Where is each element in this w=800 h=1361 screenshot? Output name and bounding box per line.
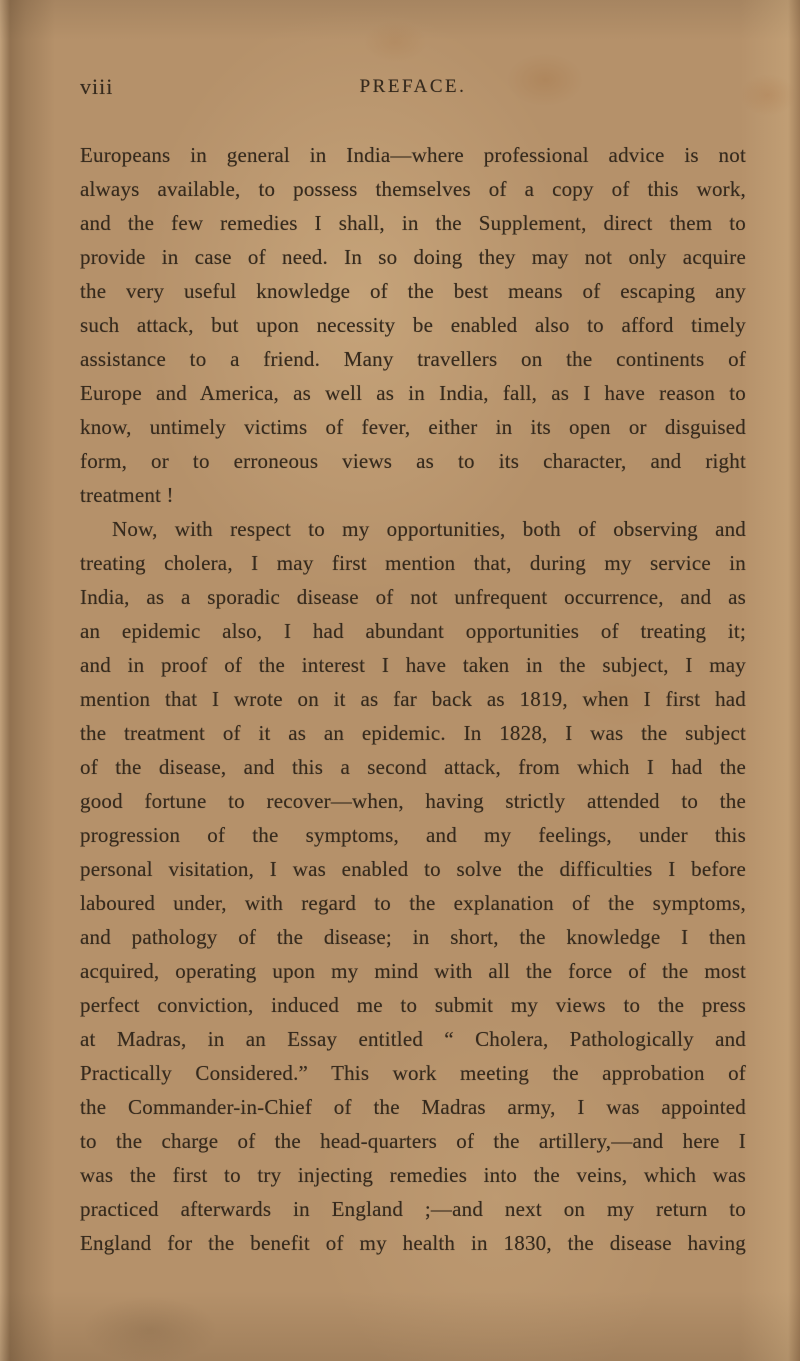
text-line: such attack, but upon necessity be enabled also to afford timely xyxy=(80,313,746,337)
text-line: of the disease, and this a second attack, from which I had the xyxy=(80,755,746,779)
text-line: practiced afterwards in England ;—and next on my return to xyxy=(80,1197,746,1221)
text-line: an epidemic also, I had abundant opportunities of treating it; xyxy=(80,619,746,643)
text-line: to the charge of the head-quarters of the artillery,—and here I xyxy=(80,1129,746,1153)
text-line: perfect conviction, induced me to submit my views to the press xyxy=(80,993,746,1017)
text-line: England for the benefit of my health in 1830, the disease having xyxy=(80,1231,746,1255)
text-line: Practically Considered.” This work meeting the approbation of xyxy=(80,1061,746,1085)
text-line: mention that I wrote on it as far back as 1819, when I first had xyxy=(80,687,746,711)
text-line: Europeans in general in India—where professional advice is not xyxy=(80,143,746,167)
page-number: viii xyxy=(80,74,114,99)
text-line: and the few remedies I shall, in the Supplement, direct them to xyxy=(80,211,746,235)
running-title: PREFACE. xyxy=(359,76,467,97)
text-line: form, or to erroneous views as to its character, and right xyxy=(80,449,746,473)
text-line: treatment ! xyxy=(80,483,174,507)
text-line: the very useful knowledge of the best means of escaping any xyxy=(80,279,746,303)
body-text xyxy=(80,138,746,1260)
text-line: always available, to possess themselves of a copy of this work, xyxy=(80,177,746,201)
text-line: know, untimely victims of fever, either in its open or disguised xyxy=(80,415,746,439)
text-line: India, as a sporadic disease of not unfrequent occurrence, and as xyxy=(80,585,746,609)
text-line: acquired, operating upon my mind with all the force of the most xyxy=(80,959,746,983)
page-header xyxy=(80,74,746,102)
text-line: personal visitation, I was enabled to solve the difficulties I before xyxy=(80,857,746,881)
text-line: was the first to try injecting remedies into the veins, which was xyxy=(80,1163,746,1187)
text-line: assistance to a friend. Many travellers on the continents of xyxy=(80,347,746,371)
text-line: Now, with respect to my opportunities, both of observing and xyxy=(112,517,746,541)
text-line: and pathology of the disease; in short, the knowledge I then xyxy=(80,925,746,949)
text-line: progression of the symptoms, and my feelings, under this xyxy=(80,823,746,847)
text-line: laboured under, with regard to the explanation of the symptoms, xyxy=(80,891,746,915)
text-line: the treatment of it as an epidemic. In 1828, I was the subject xyxy=(80,721,746,745)
text-line: at Madras, in an Essay entitled “ Cholera, Pathologically and xyxy=(80,1027,746,1051)
text-line: provide in case of need. In so doing they may not only acquire xyxy=(80,245,746,269)
text-line: good fortune to recover—when, having strictly attended to the xyxy=(80,789,746,813)
text-line: and in proof of the interest I have taken in the subject, I may xyxy=(80,653,746,677)
text-line: treating cholera, I may first mention that, during my service in xyxy=(80,551,746,575)
text-line: the Commander-in-Chief of the Madras army, I was appointed xyxy=(80,1095,746,1119)
text-line: Europe and America, as well as in India, fall, as I have reason to xyxy=(80,381,746,405)
